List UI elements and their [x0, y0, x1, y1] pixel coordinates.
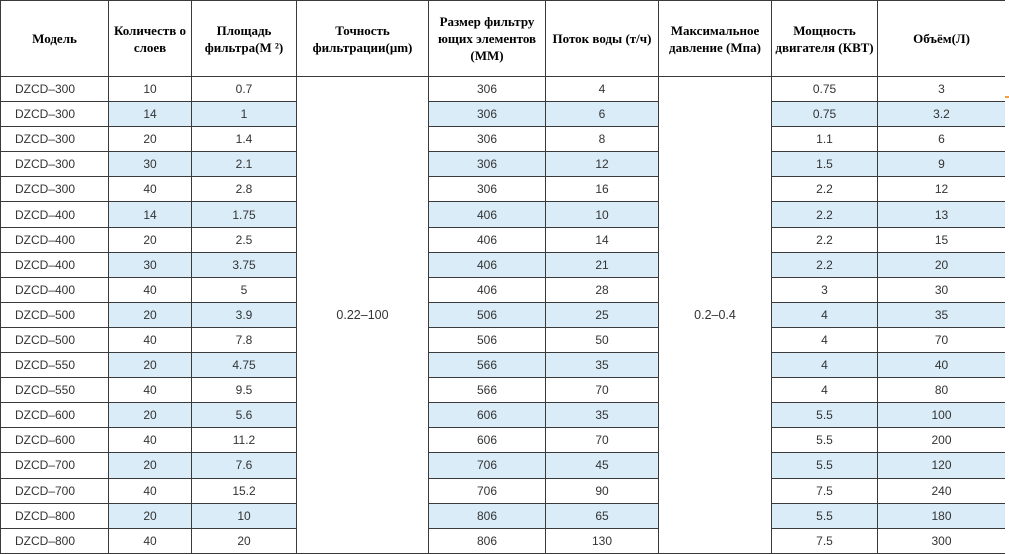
header-motor-power: Мощность двигателя (КВТ)	[772, 1, 878, 77]
cell-filter-area: 20	[192, 528, 297, 553]
cell-layers: 14	[109, 202, 192, 227]
cell-motor-power: 2.2	[772, 227, 878, 252]
cell-element-size: 566	[429, 378, 546, 403]
cell-element-size: 406	[429, 277, 546, 302]
cell-water-flow: 35	[546, 353, 659, 378]
sheet-edge	[1005, 0, 1009, 554]
cell-volume: 9	[878, 152, 1006, 177]
cell-model: DZCD–800	[1, 528, 109, 553]
cell-layers: 40	[109, 327, 192, 352]
cell-volume: 80	[878, 378, 1006, 403]
cell-water-flow: 10	[546, 202, 659, 227]
cell-filter-area: 2.8	[192, 177, 297, 202]
cell-layers: 20	[109, 403, 192, 428]
table-row	[1, 478, 1006, 503]
cell-layers: 40	[109, 478, 192, 503]
cell-filter-area: 3.75	[192, 252, 297, 277]
cell-model: DZCD–600	[1, 403, 109, 428]
cell-water-flow: 8	[546, 127, 659, 152]
cell-filter-area: 3.9	[192, 302, 297, 327]
cell-layers: 20	[109, 227, 192, 252]
cell-volume: 240	[878, 478, 1006, 503]
table-row	[1, 503, 1006, 528]
cell-water-flow: 35	[546, 403, 659, 428]
table-row	[1, 127, 1006, 152]
cell-water-flow: 50	[546, 327, 659, 352]
cell-model: DZCD–400	[1, 277, 109, 302]
cell-motor-power: 0.75	[772, 77, 878, 102]
cell-layers: 20	[109, 302, 192, 327]
cell-filter-area: 5	[192, 277, 297, 302]
cell-layers: 20	[109, 127, 192, 152]
cell-element-size: 566	[429, 353, 546, 378]
cell-layers: 40	[109, 528, 192, 553]
cell-element-size: 606	[429, 403, 546, 428]
cell-model: DZCD–400	[1, 252, 109, 277]
cell-volume: 300	[878, 528, 1006, 553]
table-row	[1, 528, 1006, 553]
cell-element-size: 706	[429, 453, 546, 478]
cell-element-size: 306	[429, 127, 546, 152]
cell-volume: 200	[878, 428, 1006, 453]
header-model: Модель	[1, 1, 109, 77]
cell-layers: 20	[109, 353, 192, 378]
cell-water-flow: 45	[546, 453, 659, 478]
cell-water-flow: 130	[546, 528, 659, 553]
table-row	[1, 403, 1006, 428]
cell-layers: 40	[109, 378, 192, 403]
table-row	[1, 277, 1006, 302]
cell-motor-power: 5.5	[772, 503, 878, 528]
cell-motor-power: 2.2	[772, 202, 878, 227]
cell-motor-power: 7.5	[772, 528, 878, 553]
cell-filter-area: 1.75	[192, 202, 297, 227]
cell-filter-area: 7.8	[192, 327, 297, 352]
cell-motor-power: 1.1	[772, 127, 878, 152]
cell-model: DZCD–300	[1, 127, 109, 152]
cell-water-flow: 21	[546, 252, 659, 277]
cell-volume: 15	[878, 227, 1006, 252]
cell-motor-power: 4	[772, 327, 878, 352]
edge-marker	[1005, 96, 1009, 98]
cell-layers: 14	[109, 102, 192, 127]
cell-motor-power: 2.2	[772, 177, 878, 202]
header-filtration-precision: Точность фильтрации(μm)	[297, 1, 429, 77]
cell-water-flow: 65	[546, 503, 659, 528]
cell-filter-area: 10	[192, 503, 297, 528]
table-row	[1, 378, 1006, 403]
cell-motor-power: 5.5	[772, 428, 878, 453]
cell-layers: 40	[109, 277, 192, 302]
cell-motor-power: 7.5	[772, 478, 878, 503]
spec-table-body	[1, 77, 1006, 554]
table-row	[1, 202, 1006, 227]
cell-model: DZCD–700	[1, 478, 109, 503]
header-volume: Объём(Л)	[878, 1, 1006, 77]
cell-water-flow: 28	[546, 277, 659, 302]
cell-filter-area: 15.2	[192, 478, 297, 503]
cell-filter-area: 9.5	[192, 378, 297, 403]
cell-water-flow: 4	[546, 77, 659, 102]
cell-model: DZCD–550	[1, 378, 109, 403]
table-row	[1, 428, 1006, 453]
header-filter-area: Площадь фильтра(М ²)	[192, 1, 297, 77]
cell-volume: 6	[878, 127, 1006, 152]
cell-volume: 100	[878, 403, 1006, 428]
cell-volume: 40	[878, 353, 1006, 378]
cell-element-size: 406	[429, 202, 546, 227]
table-row	[1, 152, 1006, 177]
table-row	[1, 227, 1006, 252]
cell-element-size: 506	[429, 327, 546, 352]
cell-element-size: 406	[429, 227, 546, 252]
cell-volume: 20	[878, 252, 1006, 277]
header-water-flow: Поток воды (т/ч)	[546, 1, 659, 77]
cell-model: DZCD–800	[1, 503, 109, 528]
cell-element-size: 306	[429, 152, 546, 177]
cell-layers: 30	[109, 152, 192, 177]
cell-motor-power: 2.2	[772, 252, 878, 277]
cell-layers: 40	[109, 177, 192, 202]
cell-model: DZCD–300	[1, 177, 109, 202]
cell-layers: 20	[109, 453, 192, 478]
cell-model: DZCD–300	[1, 102, 109, 127]
cell-model: DZCD–600	[1, 428, 109, 453]
cell-element-size: 306	[429, 102, 546, 127]
cell-motor-power: 3	[772, 277, 878, 302]
cell-volume: 3	[878, 77, 1006, 102]
table-row	[1, 453, 1006, 478]
cell-filter-area: 4.75	[192, 353, 297, 378]
cell-volume: 30	[878, 277, 1006, 302]
cell-layers: 30	[109, 252, 192, 277]
cell-motor-power: 4	[772, 378, 878, 403]
cell-element-size: 506	[429, 302, 546, 327]
cell-volume: 35	[878, 302, 1006, 327]
cell-element-size: 306	[429, 177, 546, 202]
cell-water-flow: 14	[546, 227, 659, 252]
cell-model: DZCD–700	[1, 453, 109, 478]
cell-element-size: 606	[429, 428, 546, 453]
cell-volume: 13	[878, 202, 1006, 227]
cell-filter-area: 2.5	[192, 227, 297, 252]
table-row	[1, 177, 1006, 202]
header-element-size: Размер фильтру ющих элементов (ММ)	[429, 1, 546, 77]
cell-filter-area: 0.7	[192, 77, 297, 102]
cell-motor-power: 4	[772, 353, 878, 378]
cell-model: DZCD–550	[1, 353, 109, 378]
cell-filter-area: 7.6	[192, 453, 297, 478]
cell-volume: 180	[878, 503, 1006, 528]
cell-element-size: 706	[429, 478, 546, 503]
cell-water-flow: 90	[546, 478, 659, 503]
cell-volume: 3.2	[878, 102, 1006, 127]
cell-water-flow: 25	[546, 302, 659, 327]
cell-filter-area: 5.6	[192, 403, 297, 428]
cell-layers: 10	[109, 77, 192, 102]
cell-model: DZCD–300	[1, 152, 109, 177]
cell-motor-power: 0.75	[772, 102, 878, 127]
cell-water-flow: 6	[546, 102, 659, 127]
cell-model: DZCD–300	[1, 77, 109, 102]
cell-model: DZCD–500	[1, 327, 109, 352]
cell-model: DZCD–400	[1, 227, 109, 252]
cell-max-pressure: 0.2–0.4	[659, 77, 772, 554]
cell-motor-power: 5.5	[772, 453, 878, 478]
cell-filter-area: 1	[192, 102, 297, 127]
cell-filter-area: 11.2	[192, 428, 297, 453]
table-row	[1, 327, 1006, 352]
cell-element-size: 306	[429, 77, 546, 102]
cell-motor-power: 4	[772, 302, 878, 327]
cell-layers: 20	[109, 503, 192, 528]
cell-filtration-precision: 0.22–100	[297, 77, 429, 554]
cell-model: DZCD–400	[1, 202, 109, 227]
cell-element-size: 806	[429, 503, 546, 528]
cell-volume: 70	[878, 327, 1006, 352]
table-row	[1, 77, 1006, 102]
cell-model: DZCD–500	[1, 302, 109, 327]
cell-water-flow: 70	[546, 428, 659, 453]
cell-volume: 120	[878, 453, 1006, 478]
cell-water-flow: 16	[546, 177, 659, 202]
cell-filter-area: 2.1	[192, 152, 297, 177]
cell-element-size: 806	[429, 528, 546, 553]
cell-volume: 12	[878, 177, 1006, 202]
cell-water-flow: 12	[546, 152, 659, 177]
cell-water-flow: 70	[546, 378, 659, 403]
header-layers: Количеств о слоев	[109, 1, 192, 77]
cell-element-size: 406	[429, 252, 546, 277]
cell-motor-power: 5.5	[772, 403, 878, 428]
cell-layers: 40	[109, 428, 192, 453]
header-max-pressure: Максимальное давление (Мпа)	[659, 1, 772, 77]
table-row	[1, 353, 1006, 378]
table-row	[1, 102, 1006, 127]
cell-motor-power: 1.5	[772, 152, 878, 177]
cell-filter-area: 1.4	[192, 127, 297, 152]
table-row	[1, 252, 1006, 277]
table-row	[1, 302, 1006, 327]
header-row	[1, 1, 1006, 77]
